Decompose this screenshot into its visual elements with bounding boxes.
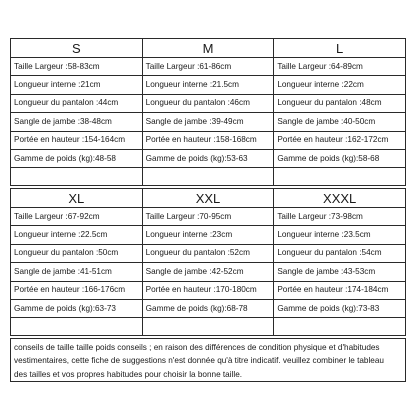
table-cell: Sangle de jambe :39-49cm [142, 113, 274, 131]
table-cell: Taille Largeur :58-83cm [11, 58, 143, 76]
table-cell: Portée en hauteur :154-164cm [11, 131, 143, 149]
table-cell: Longueur interne :23cm [142, 226, 274, 244]
table-cell: Longueur du pantalon :46cm [142, 94, 274, 112]
size-advice-text: conseils de taille taille poids conseils ; en raison des différences de condition physique et d'habitudes vestimentaires, cette fiche de suggestions n'est donnée qu'à titre indicatif. veuillez combiner le tableau des tailles et vos propres habitudes pour choisir la bonne taille. [14, 343, 384, 379]
table-row [11, 113, 406, 131]
table-cell: Longueur du pantalon :52cm [142, 244, 274, 262]
table-cell: Longueur du pantalon :54cm [274, 244, 406, 262]
table-cell: Portée en hauteur :174-184cm [274, 281, 406, 299]
table-cell: Gamme de poids (kg):53-63 [142, 149, 274, 167]
table-cell: Gamme de poids (kg):63-73 [11, 299, 143, 317]
table-cell: Longueur du pantalon :44cm [11, 94, 143, 112]
table-cell: Longueur interne :22.5cm [11, 226, 143, 244]
table-cell: Longueur interne :22cm [274, 76, 406, 94]
blank-row [11, 168, 406, 186]
size-table-large [10, 188, 406, 336]
blank-row [11, 318, 406, 336]
table-row [11, 281, 406, 299]
size-header-xl: XL [11, 189, 143, 208]
table-cell: Sangle de jambe :40-50cm [274, 113, 406, 131]
table-row [11, 299, 406, 317]
table-cell: Longueur du pantalon :50cm [11, 244, 143, 262]
table-cell: Gamme de poids (kg):68-78 [142, 299, 274, 317]
table-cell: Gamme de poids (kg):48-58 [11, 149, 143, 167]
table-cell: Taille Largeur :67-92cm [11, 208, 143, 226]
table-row [11, 226, 406, 244]
table-cell: Gamme de poids (kg):58-68 [274, 149, 406, 167]
table-cell: Portée en hauteur :158-168cm [142, 131, 274, 149]
table-row [11, 244, 406, 262]
table-cell-empty [274, 318, 406, 336]
table-cell: Taille Largeur :70-95cm [142, 208, 274, 226]
table-cell: Gamme de poids (kg):73-83 [274, 299, 406, 317]
table-row [11, 58, 406, 76]
size-advice-note [10, 338, 406, 382]
table-row [11, 76, 406, 94]
table-cell: Longueur interne :21.5cm [142, 76, 274, 94]
table-cell: Portée en hauteur :170-180cm [142, 281, 274, 299]
table-row [11, 131, 406, 149]
table-cell: Longueur du pantalon :48cm [274, 94, 406, 112]
table-cell: Longueur interne :23.5cm [274, 226, 406, 244]
table-cell: Sangle de jambe :43-53cm [274, 263, 406, 281]
table-cell-empty [11, 168, 143, 186]
table-cell: Sangle de jambe :38-48cm [11, 113, 143, 131]
size-header-row [11, 39, 406, 58]
table-cell: Longueur interne :21cm [11, 76, 143, 94]
table-cell: Sangle de jambe :42-52cm [142, 263, 274, 281]
table-cell-empty [142, 318, 274, 336]
size-header-row [11, 189, 406, 208]
table-cell: Sangle de jambe :41-51cm [11, 263, 143, 281]
table-row [11, 208, 406, 226]
size-header-xxl: XXL [142, 189, 274, 208]
table-row [11, 149, 406, 167]
table-cell-empty [274, 168, 406, 186]
size-header-s: S [11, 39, 143, 58]
table-cell: Taille Largeur :73-98cm [274, 208, 406, 226]
size-table-small [10, 38, 406, 186]
size-header-l: L [274, 39, 406, 58]
size-header-m: M [142, 39, 274, 58]
table-row [11, 94, 406, 112]
table-cell-empty [142, 168, 274, 186]
table-cell: Portée en hauteur :162-172cm [274, 131, 406, 149]
table-cell: Portée en hauteur :166-176cm [11, 281, 143, 299]
table-cell: Taille Largeur :61-86cm [142, 58, 274, 76]
table-cell-empty [11, 318, 143, 336]
table-row [11, 263, 406, 281]
size-header-xxxl: XXXL [274, 189, 406, 208]
table-cell: Taille Largeur :64-89cm [274, 58, 406, 76]
